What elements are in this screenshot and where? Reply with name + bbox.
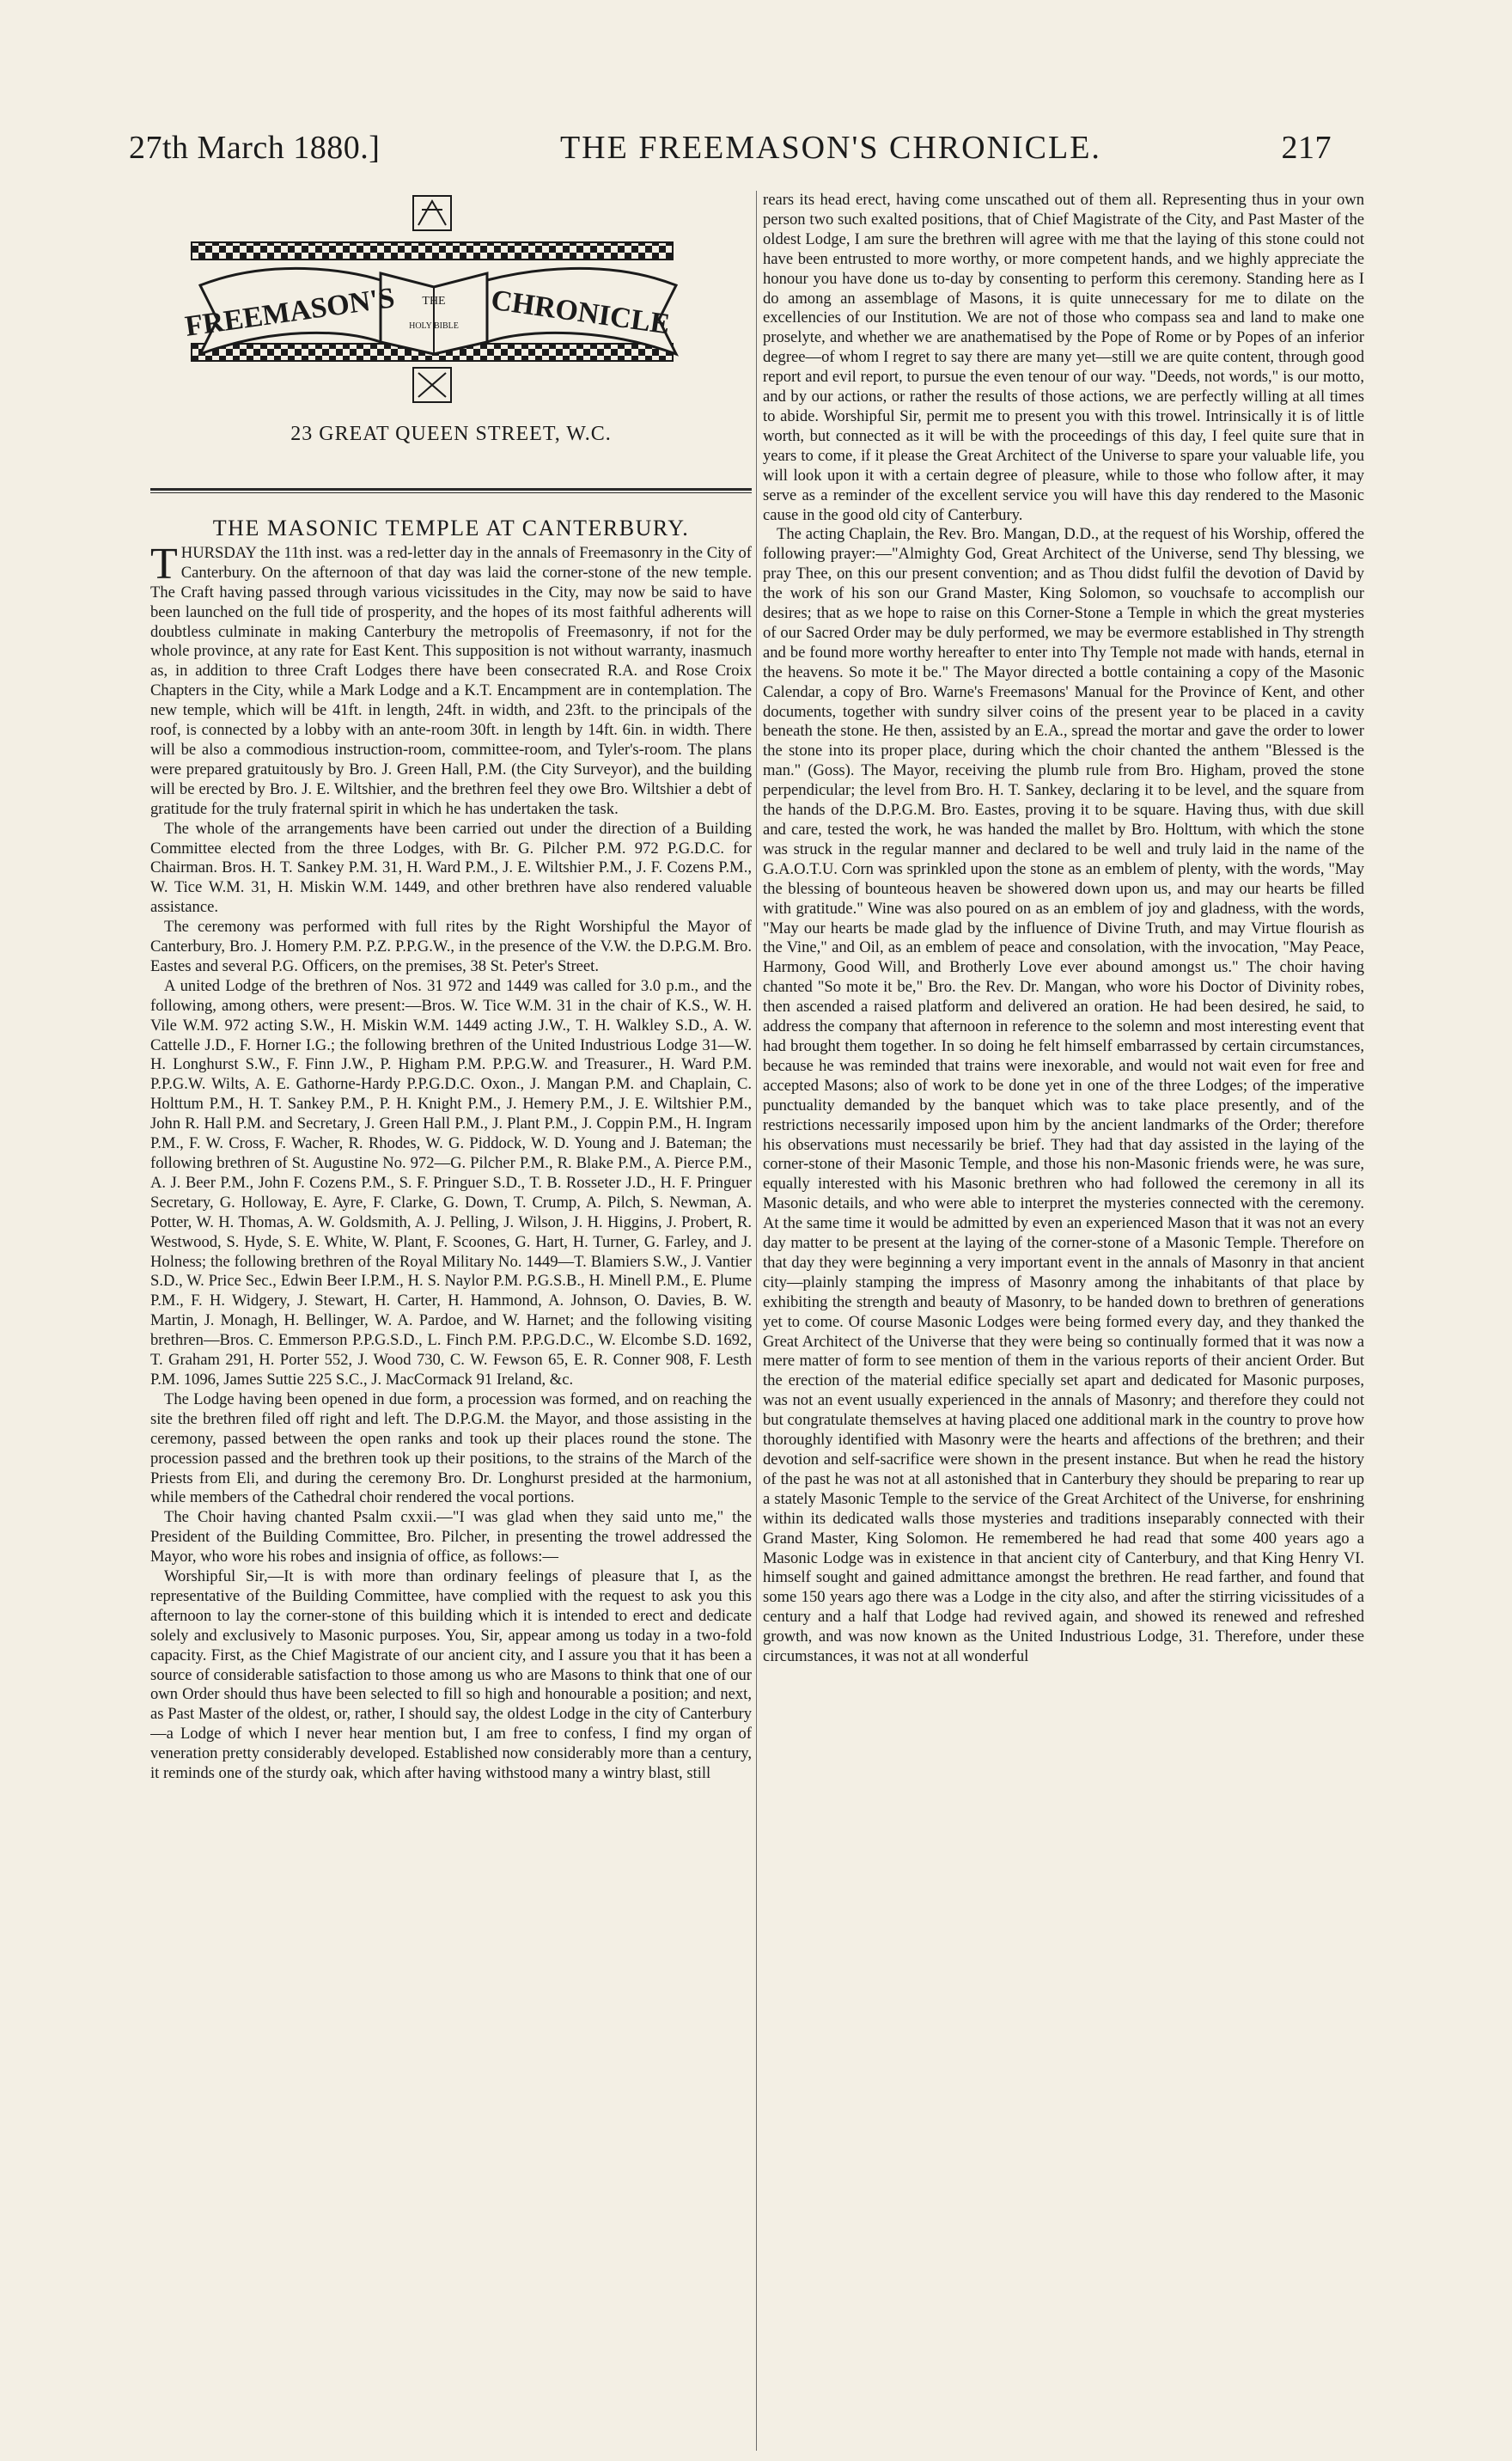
masthead [150, 191, 752, 449]
masonic-tools-icon [413, 368, 451, 402]
masthead-logo [150, 191, 752, 418]
article-paragraph: THURSDAY the 11th inst. was a red-letter day in the annals of Freemasonry in the City of Canterbury. On the afternoon of that day was laid the corner-stone of the new temple. The Craft having passed through various vicissitudes in the City, may now be said to have been launched on the full tide of prosperity, and the hopes of its most faithful adherents will doubtless culminate in making Canterbury the metropolis of Freemasonry, if not for the whole province, at any rate for East Kent. This supposition is not without warranty, inasmuch as, in addition to three Craft Lodges there have been consecrated R.A. and Rose Croix Chapters in the City, while a Mark Lodge and a K.T. Encampment are in contemplation. The new temple, which will be 41ft. in length, 24ft. in width, and 23ft. to the principals of the roof, is connected by a lobby with an ante-room 30ft. in length by 14ft. 6in. in width. There will be also a commodious instruction-room, committee-room, and Tyler's-room. The plans were prepared gratuitously by Bro. J. Green Hall, P.M. (the City Surveyor), and the building will be erected by Bro. J. E. Wiltshier, and the brethren feel they owe Bro. Wiltshier a debt of gratitude for the truly fraternal spirit in which he has undertaken the task. [150, 539, 752, 818]
running-header [129, 129, 1332, 168]
page-number: 217 [1281, 130, 1332, 166]
square-compass-icon [413, 196, 451, 230]
article-paragraph: A united Lodge of the brethren of Nos. 31 972 and 1449 was called for 3.0 p.m., and the following, among others, were present:—Bros. W. Tice W.M. 31 in the chair of K.S., W. H. Vile W.M. 972 acting S.W., H. Miskin W.M. 1449 acting J.W., T. H. Walkley S.D., A. W. Cattelle J.D., F. Horner I.G.; the following brethren of the United Industrious Lodge 31—W. H. Longhurst S.W., F. Finn J.W., P. Higham P.M. P.P.G.W. and Treasurer., H. Ward P.M. P.P.G.W. Wilts, A. E. Gathorne-Hardy P.P.G.D.C. Oxon., J. Mangan P.M. and Chaplain, C. Holttum P.M., H. T. Sankey P.M., P. H. Knight P.M., J. Hemery P.M., J. E. Wiltshier P.M., John R. Hall P.M. and Secretary, J. Green Hall P.M., J. Plant P.M., J. Coppin P.M., H. Ingram P.M., F. W. Cross, F. Wacher, R. Rhodes, W. G. Piddock, W. D. Young and J. Bateman; the following brethren of St. Augustine No. 972—G. Pilcher P.M., R. Blake P.M., A. Pierce P.M., A. J. Beer P.M., John F. Cozens P.M., S. F. Pringuer S.D., T. B. Rosseter J.D., H. F. Pringuer Secretary, G. Holloway, E. Ayre, F. Clarke, G. Down, T. Crump, A. Pilch, S. Newman, A. Potter, W. H. Thomas, A. W. Goldsmith, A. J. Pelling, J. Wilson, J. H. Higgins, J. Probert, R. Westwood, S. Hyde, S. E. White, W. Plant, F. Scoones, G. Hart, H. Turner, G. Farley, and J. Holness; the following brethren of the Royal Military No. 1449—T. Blamiers S.W., J. Vantier S.D., W. Price Sec., Edwin Beer I.P.M., H. S. Naylor P.M. P.G.S.B., H. Minell P.M., E. Plume P.M., F. H. Widgery, J. Stewart, H. Carter, H. Hammond, A. Johnson, O. Davies, B. W. Martin, J. Monagh, H. Bellinger, W. A. Pardoe, and W. Harnet; and the following visiting brethren—Bros. C. Emmerson P.P.G.S.D., L. Finch P.M. P.P.G.D.C., W. Elcombe S.D. 1692, T. Graham 291, H. Porter 552, J. Wood 730, C. W. Fewson 65, E. R. Conner 908, F. Lesth P.M. 1096, James Suttie 225 S.C., J. MacCormack 91 Ireland, &c. [150, 976, 752, 1389]
banner-center-bottom-text: HOLY BIBLE [409, 321, 459, 331]
publication-title: THE FREEMASON'S CHRONICLE. [559, 130, 1101, 166]
article-paragraph: The acting Chaplain, the Rev. Bro. Mangan, D.D., at the request of his Worship, offered the following prayer:—"Almighty God, Great Architect of the Universe, send Thy blessing, we pray Thee, on this our present convention; and as Thou didst fulfil the devotion of David by the work of his son our Grand Master, King Solomon, so vouchsafe to accomplish our desires; that as we hope to raise on this Corner-Stone a Temple in which the great mysteries of our Sacred Order may be duly performed, we may be evermore established in Thy strength and be found more worthy hereafter to enter into Thy Temple not made with hands, eternal in the heavens. So mote it be." The Mayor directed a bottle containing a copy of the Masonic Calendar, a copy of Bro. Warne's Freemasons' Manual for the Province of Kent, and other documents, together with sundry silver coins of the present year to be placed in a cavity beneath the stone. He then, assisted by an E.A., spread the mortar and gave the order to lower the stone into its proper place, during which the choir chanted the anthem "Blessed is the man." (Goss). The Mayor, receiving the plumb rule from Bro. Higham, proved the stone perpendicular; the level from Bro. H. T. Sankey, declaring it to be level, and the square from the hands of the D.P.G.M. Bro. Eastes, proving it to be square. Having thus, with due skill and care, tested the work, he was handed the mallet by Bro. Holttum, with which the stone was struck in the regular manner and declared to be well and truly laid in the name of the G.A.O.T.U. Corn was sprinkled upon the stone as an emblem of plenty, with the words, "May the blessing of bounteous heaven be showered down upon us, and may our hearts be filled with gratitude." Wine was also poured on as an emblem of joy and gladness, with the words, "May our hearts be made glad by the influence of Divine Truth, and may Virtue flourish as the Vine," and Oil, as an emblem of peace and consolation, with the invocation, "May Peace, Harmony, Good Will, and Brotherly Love ever abound amongst us." The choir having chanted "So mote it be," Bro. the Rev. Dr. Mangan, who wore his Doctor of Divinity robes, then ascended a raised platform and delivered an oration. He had been desired, he said, to address the company that afternoon in reference to the solemn and most interesting event that had brought them together. In so doing he felt himself embarrassed by certain circumstances, because he was reminded that trains were inexorable, and would not wait even for free and accepted Masons; also of work to be done yet in one of the three Lodges; of the imperative punctuality demanded by the banquet which was to take place presently, and of the restrictions necessarily imposed upon him by the ancient landmarks of the Order; therefore his observations must necessarily be brief. They had that day assisted in the laying of the corner-stone of their Masonic Temple, and those his non-Masonic friends were, he was sure, equally interested with his Masonic brethren who had followed the ceremony in all its Masonic details, and who were able to interpret the mysteries connected with the ceremony. At the same time it would be admitted by even an experienced Mason that it was not an every day matter to be present at the laying of the corner-stone of a Masonic Temple. Therefore on that day they were beginning a very important event in the annals of Masonry in that ancient city—plainly stamping the impress of Masonry among the inhabitants of that place by exhibiting the strength and beauty of Masonry, to be handed down to brethren of generations yet to come. Of course Masonic Lodges were being formed every day, and they thanked the Great Architect of the Universe that they were being so continually formed that it was now a mere matter of form to see mention of them in the various reports of their ancient Order. But the erection of the material edifice specially set apart and dedicated for Masonic purposes, was not an event usually experienced in the annals of Masonry; and therefore they could not but congratulate themselves at having placed one additional mark in the country to prove how thoroughly identified with Masonry were the hearts and affections of the brethren; and their devotion and self-sacrifice were shown in the present instance. But when he read the history of the past he was not at all astonished that in Canterbury they should be preparing to rear up a stately Masonic Temple to the service of the Great Architect of the Universe, for enshrining within its dedicated walls those mysteries and traditions inseparably connected with their Grand Master, King Solomon. He remembered he had read that some 400 years ago a Masonic Lodge was in existence in that ancient city of Canterbury, and that King Henry VI. himself sought and gained admittance amongst the brethren. He read farther, and found that some 150 years ago there was a Lodge in the city also, and after the stirring vicissitudes of a century and a half that Lodge had revived again, and showed its renewed and refreshed growth, and was now known as the United Industrious Lodge, 31. Therefore, under these circumstances, it was not at all wonderful [763, 525, 1364, 1666]
left-column [150, 191, 752, 2459]
section-rule-thin [150, 492, 752, 493]
article-paragraph: The Choir having chanted Psalm cxxii.—"I was glad when they said unto me," the President of the Building Committee, Bro. Pilcher, in presenting the trowel addressed the Mayor, who wore his robes and insignia of office, as follows:— [150, 1508, 752, 1566]
banner-right-text: CHRONICLE [489, 284, 673, 341]
article-paragraph: Worshipful Sir,—It is with more than ordinary feelings of pleasure that I, as the representative of the Building Committee, have complied with the request to ask you this afternoon to lay the corner-stone of this building which it is intended to erect and dedicate solely and exclusively to Masonic purposes. You, Sir, appear among us today in a two-fold capacity. First, as the Chief Magistrate of our ancient city, and I assure you that it has been a source of considerable satisfaction to those among us who are Masons to think that one of our own Order should thus have been selected to fill so high and honourable a position; and next, as Past Master of the oldest, or, rather, I should say, the oldest Lodge in the city of Canterbury—a Lodge of which I never hear mention but, I am free to confess, I find my organ of veneration pretty considerably developed. Established now considerably more than a century, it reminds one of the sturdy oak, which after having withstood many a wintry blast, still [150, 1567, 752, 1783]
masthead-address: 23 GREAT QUEEN STREET, W.C. [290, 423, 612, 445]
article-paragraph: The ceremony was performed with full rites by the Right Worshipful the Mayor of Canterbury, Bro. J. Homery P.M. P.Z. P.P.G.W., in the presence of the V.W. the D.P.G.M. Bro. Eastes and several P.G. Officers, on the premises, 38 St. Peter's Street. [150, 918, 752, 975]
drop-cap: T [150, 539, 178, 589]
column-divider [756, 191, 757, 2451]
article-paragraph: The Lodge having been opened in due form, a procession was formed, and on reaching the site the brethren filed off right and left. The D.P.G.M. the Mayor, and those assisting in the ceremony, passed between the open ranks and took up their places round the stone. The procession passed and the brethren took up their positions, to the strains of the March of the Priests from Eli, and during the ceremony Bro. Dr. Longhurst presided at the harmonium, while members of the Cathedral choir rendered the vocal portions. [150, 1389, 752, 1507]
checkered-band-top [192, 242, 673, 260]
issue-date: 27th March 1880.] [129, 130, 381, 166]
article-title: THE MASONIC TEMPLE AT CANTERBURY. [212, 516, 690, 540]
banner-left-text: FREEMASON'S [183, 282, 397, 343]
banner-center-top-text: THE [422, 295, 446, 308]
article-paragraph: rears its head erect, having come unscathed out of them all. Representing thus in your own person two such exalted positions, that of Chief Magistrate of the City, and Past Master of the oldest Lodge, I am sure the brethren will agree with me that the laying of this stone could not have been entrusted to more worthy, or more competent hands, and we highly appreciate the honour you have done us to-day by consenting to perform this ceremony. Standing here as I do among an assemblage of Masons, it is quite unnecessary for me to dilate on the excellencies of our Institution. We are not of those who compass sea and land to make one proselyte, and whether we are anathematised by the Pope of Rome or by Popes of an inferior degree—of whom I regret to say there are many yet—still we are quite content, through good report and evil report, to pursue the even tenour of our way. "Deeds, not words," is our motto, and by our actions, or rather the results of those actions, we are perfectly willing at all times to abide. Worshipful Sir, permit me to present you with this trowel. Intrinsically it is of little worth, but connected as it will be with the proceedings of this day, I feel quite sure that in years to come, if it please the Great Architect of the Universe to spare your valuable life, you will look upon it with a certain degree of pleasure, while to those who follow after, it may serve as a reminder of the excellent service you will have this day rendered to the Masonic cause in the good old city of Canterbury. [763, 191, 1364, 524]
section-rule [150, 488, 752, 491]
open-bible-icon [381, 273, 487, 354]
right-column [763, 191, 1364, 2459]
article-paragraph: The whole of the arrangements have been carried out under the direction of a Building Committee elected from the three Lodges, with Br. G. Pilcher P.M. 972 P.G.D.C. for Chairman. Bros. H. T. Sankey P.M. 31, H. Ward P.M., J. E. Wiltshier P.M., J. F. Cozens P.M., W. Tice W.M. 31, H. Miskin W.M. 1449, and other brethren have also rendered valuable assistance. [150, 819, 752, 917]
